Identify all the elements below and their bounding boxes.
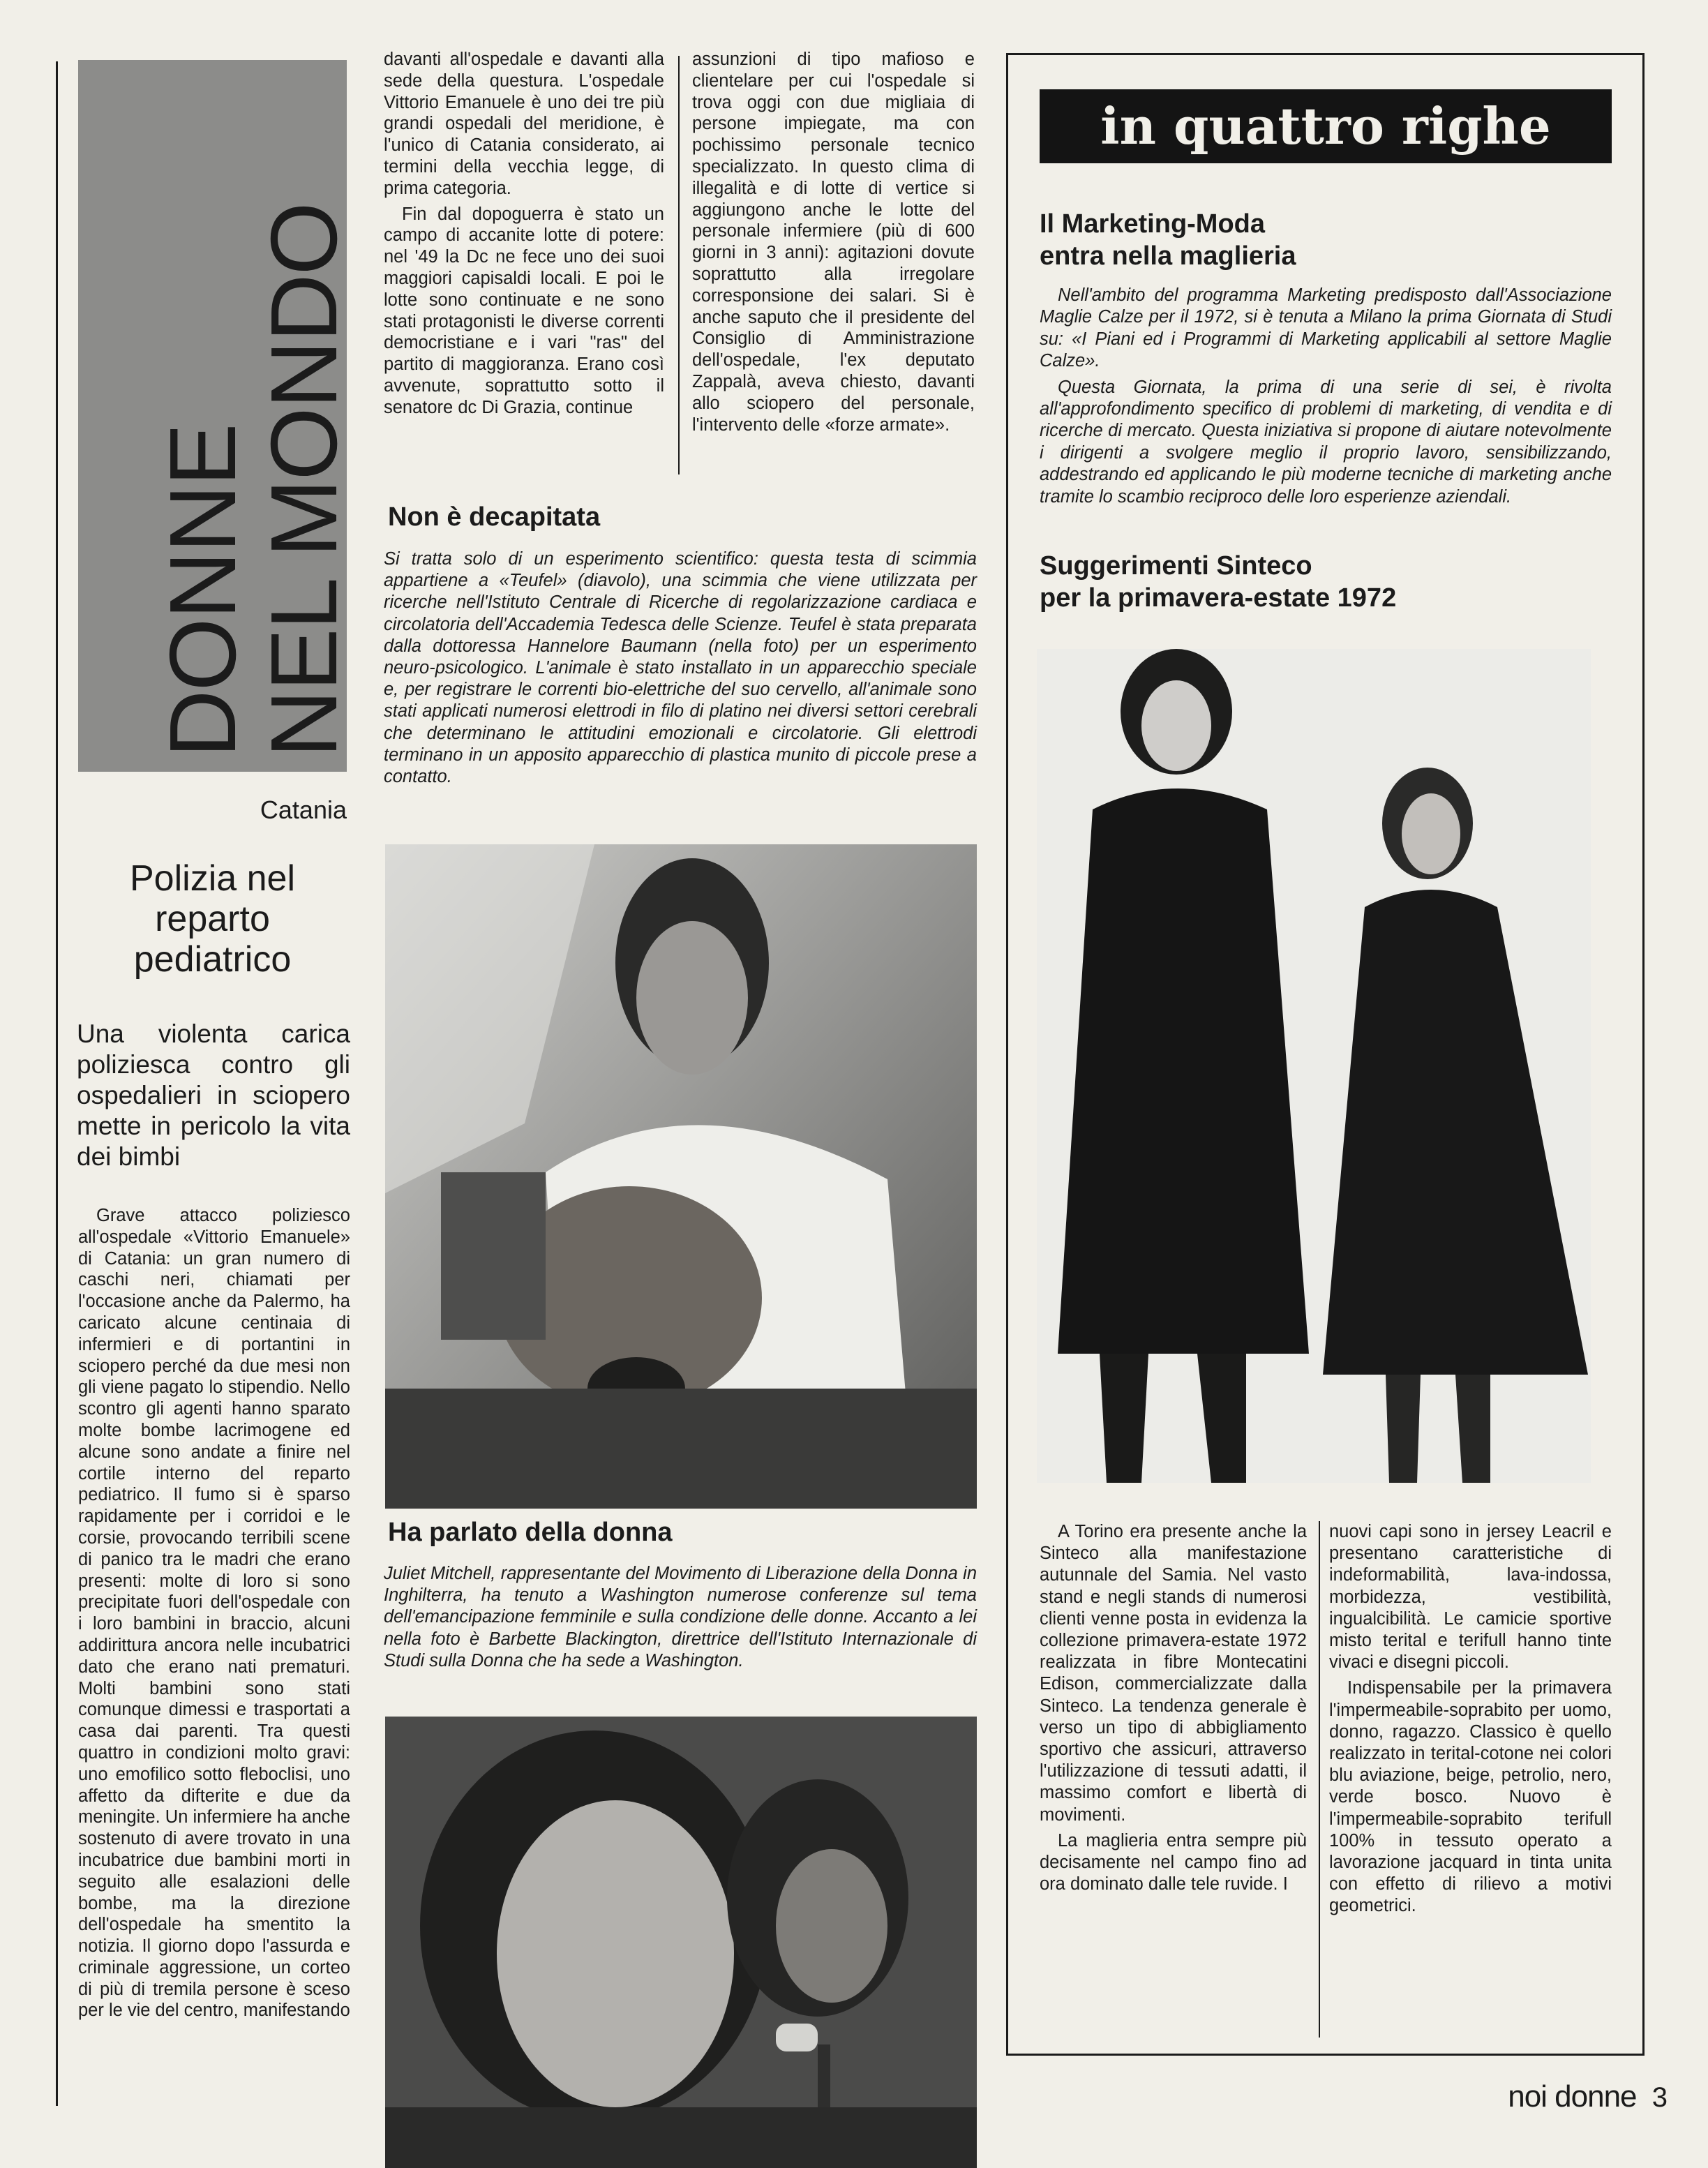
sinteco-headline [1040,550,1612,614]
magazine-name: noi donne [1508,2079,1637,2114]
donna-body-text: Juliet Mitchell, rappresentante del Movimento di Liberazione della Donna in Inghilterra, ha tenuto a Washington numerose conferenze sul tema dell'emancipazione femminile e sulla condizione delle donne. Accanto a lei nella foto è Barbette Blackington, direttrice dell'Istituto Internazionale di Studi sulla Donna che ha sede a Washington. [384,1564,977,1670]
page-footer [1430,2079,1668,2114]
donna-body [384,1563,977,1676]
decapitata-body [384,548,977,792]
catania-headline: Polizia nel reparto pediatrico [129,858,296,980]
section-title-line2: NEL MONDO [251,203,347,758]
sinteco-col2-p2: Indispensabile per la primavera l'impermeabile-soprabito per uomo, donno, ragazzo. Classico è quello realizzato in terital-cotone nei colori blu aviazione, beige, petrolio, nero, verde bosco. Nuovo è l'impermeabile-soprabito terifull 100% in tessuto operato a lavorazione jacquard in tinta unita con effetto di rilievo a motivi geometrici. [1329,1678,1612,1916]
section-title-line1: DONNE [150,424,255,758]
marketing-headline-line1: Il Marketing-Moda [1040,209,1266,239]
sinteco-col2-p1: nuovi capi sono in jersey Leacril e presentano caratteristiche di indeformabilità, lava-indossa, morbidezza, vestibilità, ingualcibilità. Le camicie sportive misto terital e terifull hanno tinte vivaci e disegni piccoli. [1329,1522,1612,1673]
conference-photo [385,1717,977,2168]
catania-col2 [384,49,664,481]
middle-column-rule [678,56,680,474]
marketing-headline [1040,208,1612,272]
catania-col2-p1: davanti all'ospedale e davanti alla sede della questura. L'ospedale Vittorio Emanuele è uno dei tre più grandi ospedali del meridione, è l'unico di Catania considerato, ai termini della vecchia legge, di prima categoria. [384,50,664,198]
sinteco-column-rule [1319,1521,1320,2038]
page-number: 3 [1651,2082,1668,2113]
quattro-righe-banner [1040,89,1612,163]
marketing-body-p2: Questa Giornata, la prima di una serie di sei, è rivolta all'approfondimento specifico di problemi di marketing, di vendita e di ricerche di mercato. Questa iniziativa si propone di aiutare notevolmente i dirigenti a svolgere meglio il proprio lavoro, sensibilizzando, addestrando ed applicando le più moderne tecniche di marketing anche tramite lo scambio reciproco delle loro esperienze aziendali. [1040,377,1612,507]
catania-col3 [692,49,975,481]
catania-body-text: Grave attacco poliziesco all'ospedale «Vittorio Emanuele» di Catania: un gran numero di caschi neri, chiamati per l'occasione anche da Palermo, ha caricato alcune centinaia di infermieri e di portantini in sciopero perché da due mesi non gli viene pagato lo stipendio. Nello scontro gli agenti hanno sparato molte bombe lacrimogene ed alcune sono andate a finire nel cortile interno del reparto pediatrico. Il fumo si è sparso rapidamente per i corridoi e le corsie, provocando terribili scene di panico tra le madri che erano presenti: molte di loro si sono precipitate fuori dell'ospedale con i loro bambini in braccio, alcuni addirittura ancora nelle incubatrici dato che erano nati prematuri. Molti bambini sono stati comunque dimessi e trasportati a casa dai parenti. Tra questi quattro in condizioni molto gravi: uno emofilico sotto fleboclisi, uno affetto da difterite e due da meningite. Un infermiere ha anche sostenuto di avere trovato in una incubatrice due bambini morti in seguito alle esalazioni delle bombe, ma la direzione dell'ospedale ha smentito la notizia. Il giorno dopo l'assurda e criminale aggressione, un corteo di più di tremila persone è sceso per le vie del centro, manifestando [78,1206,350,2021]
section-title-box [78,60,347,772]
decapitata-body-text: Si tratta solo di un esperimento scientifico: questa testa di scimmia appartiene a «Teufel» (diavolo), una scimmia che viene utilizzata per ricerche nell'Istituto Centrale di Ricerche di regolarizzazione cardiaca e circolatoria dell'Accademia Tedesca delle Scienze. Teufel è stata preparata dalla dottoressa Hannelore Baumann (nella foto) per un esperimento neuro-psicologico. L'animale è stato installato in un apparecchio speciale e, per registrare le correnti bio-elettriche del suo cervello, all'animale sono stati applicati numerosi elettrodi in filo di platino nei diversi settori cerebrali che determinano le attitudini emozionali e circolatorie. Gli elettrodi terminano in un apposito apparecchio di plastica munito di piccole prese a contatto. [384,549,977,787]
donna-headline: Ha parlato della donna [388,1518,673,1547]
sinteco-col1-p2: La maglieria entra sempre più decisamente nel campo fino ad ora dominato dalle tele ruvide. I [1040,1830,1307,1894]
catania-body [78,1205,350,2112]
section-title-vertical [78,60,347,772]
scientist-monkey-photo [385,844,977,1509]
catania-col2-p2: Fin dal dopoguerra è stato un campo di accanite lotte di potere: nel '49 la Dc ne fece uno dei suoi maggiori capisaldi locali. E poi le lotte sono continuate e ne sono stati protagonisti le diverse correnti democristiane e i vari "ras" del partito di maggioranza. Erano così avvenute, soprattutto sotto il senatore dc Di Grazia, continue [384,204,664,417]
quattro-righe-banner-text: in quattro righe [1100,96,1551,156]
left-column-rule [56,61,58,2106]
sinteco-headline-line1: Suggerimenti Sinteco [1040,551,1312,581]
sinteco-col1-p1: A Torino era presente anche la Sinteco alla manifestazione autunnale del Samia. Nel vasto stand e negli stands di numerosi clienti venne posta in evidenza la collezione primavera-estate 1972 realizzata in fibre Montecatini Edison, commercializzate dalla Sinteco. La tendenza generale è verso un tipo di abbigliamento sportivo che assicuri, attraverso l'utilizzazione di tessuti adatti, il massimo comfort e libertà di movimenti. [1040,1522,1307,1825]
marketing-body [1040,285,1612,512]
catania-dateline: Catania [260,795,347,824]
decapitata-headline: Non è decapitata [388,502,601,532]
catania-col3-text: assunzioni di tipo mafioso e clientelare per cui l'ospedale si trova oggi con due migliaia di persone impiegate, ma con pochissimo personale tecnico specializzato. In questo clima di illegalità e di lotte di vertice si aggiungono anche le lotte del personale infermiere (più di 600 giorni in 3 anni): agitazioni dovute soprattutto alla irregolare corresponsione dei salari. Si è anche saputo che il presidente del Consiglio di Amministrazione dell'ospedale, l'ex deputato Zappalà, aveva chiesto, davanti allo sciopero del personale, l'intervento delle «forze armate». [692,50,975,435]
catania-subhead: Una violenta carica poliziesca contro gli ospedalieri in sciopero mette in pericolo la vita dei bimbi [77,1019,350,1171]
fashion-coats-photo [1037,649,1591,1483]
marketing-headline-line2: entra nella maglieria [1040,241,1296,271]
sinteco-headline-line2: per la primavera-estate 1972 [1040,583,1397,613]
sinteco-col2 [1329,1521,1612,1922]
marketing-body-p1: Nell'ambito del programma Marketing predisposto dall'Associazione Maglie Calze per il 1972, si è tenuta a Milano la prima Giornata di Studi su: «I Piani ed i Programmi di Marketing applicabili al settore Maglie Calze». [1040,285,1612,371]
sinteco-col1 [1040,1521,1307,1899]
